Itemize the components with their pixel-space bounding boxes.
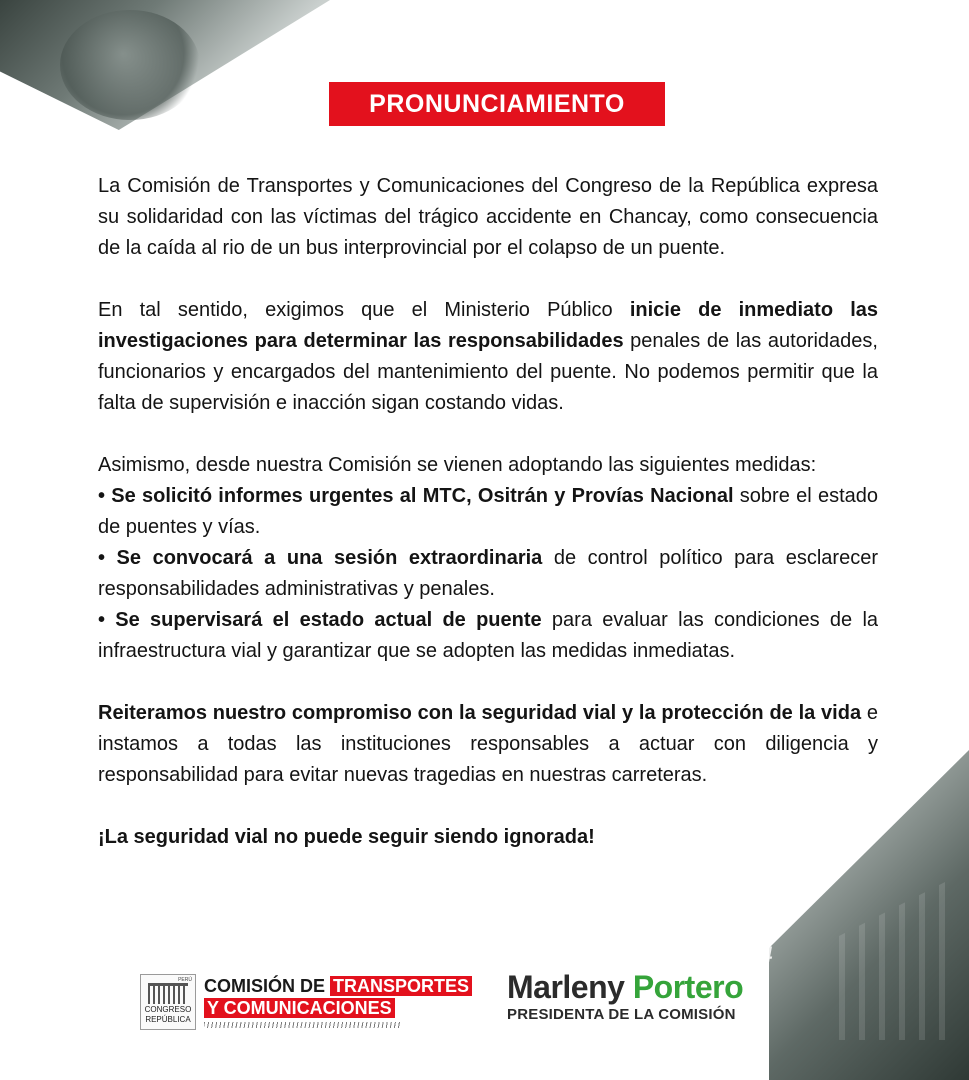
closing-statement: ¡La seguridad vial no puede seguir siendo ignorada! — [98, 826, 595, 848]
commission-underline-decoration — [204, 1022, 402, 1028]
president-name: Marleny Portero — [507, 969, 744, 1005]
hashtag-watermark: #Presupuesto2024 — [578, 942, 773, 967]
signature-block — [507, 968, 743, 1024]
paragraph-demand: En tal sentido, exigimos que el Ministerio Público inicie de inmediato las investigaciones para determinar las responsabilidades penales de las autoridades, funcionarios y encargados del mantenimiento del puente. No podemos permitir que la falta de supervisión e inacción sigan costando vidas. — [98, 299, 878, 414]
paragraph-solidarity: La Comisión de Transportes y Comunicaciones del Congreso de la República expresa su solidaridad con las víctimas del trágico accidente en Chancay, como consecuencia de la caída al rio de un bus interprovincial por el colapso de un puente. — [98, 175, 878, 259]
commission-name-line1: COMISIÓN DE TRANSPORTES — [204, 975, 472, 997]
page-title: PRONUNCIAMIENTO — [369, 89, 625, 118]
paragraph-commitment: Reiteramos nuestro compromiso con la seguridad vial y la protección de la vida e instamos a todas las instituciones responsables a actuar con diligencia y responsabilidad para evitar nuevas tragedias en nuestras carreteras. — [98, 702, 878, 786]
bullet-item: • Se solicitó informes urgentes al MTC, Ositrán y Provías Nacional sobre el estado de puentes y vías. — [98, 485, 878, 538]
bullet-item: • Se supervisará el estado actual de puente para evaluar las condiciones de la infraestructura vial y garantizar que se adopten las medidas inmediatas. — [98, 609, 879, 662]
congreso-logo: PERÚ CONGRESO REPÚBLICA — [140, 974, 196, 1030]
title-banner — [329, 82, 665, 126]
paragraph-measures-intro: Asimismo, desde nuestra Comisión se vienen adoptando las siguientes medidas: — [98, 454, 817, 476]
statue-photo-detail — [60, 10, 200, 120]
commission-name-line2: Y COMUNICACIONES — [204, 998, 395, 1018]
bullet-item: • Se convocará a una sesión extraordinaria de control político para esclarecer responsabilidades administrativas y penales. — [98, 547, 878, 600]
statement-body — [98, 171, 878, 853]
president-role: PRESIDENTA DE LA COMISIÓN — [507, 1006, 736, 1023]
congress-building-icon — [148, 983, 188, 1004]
